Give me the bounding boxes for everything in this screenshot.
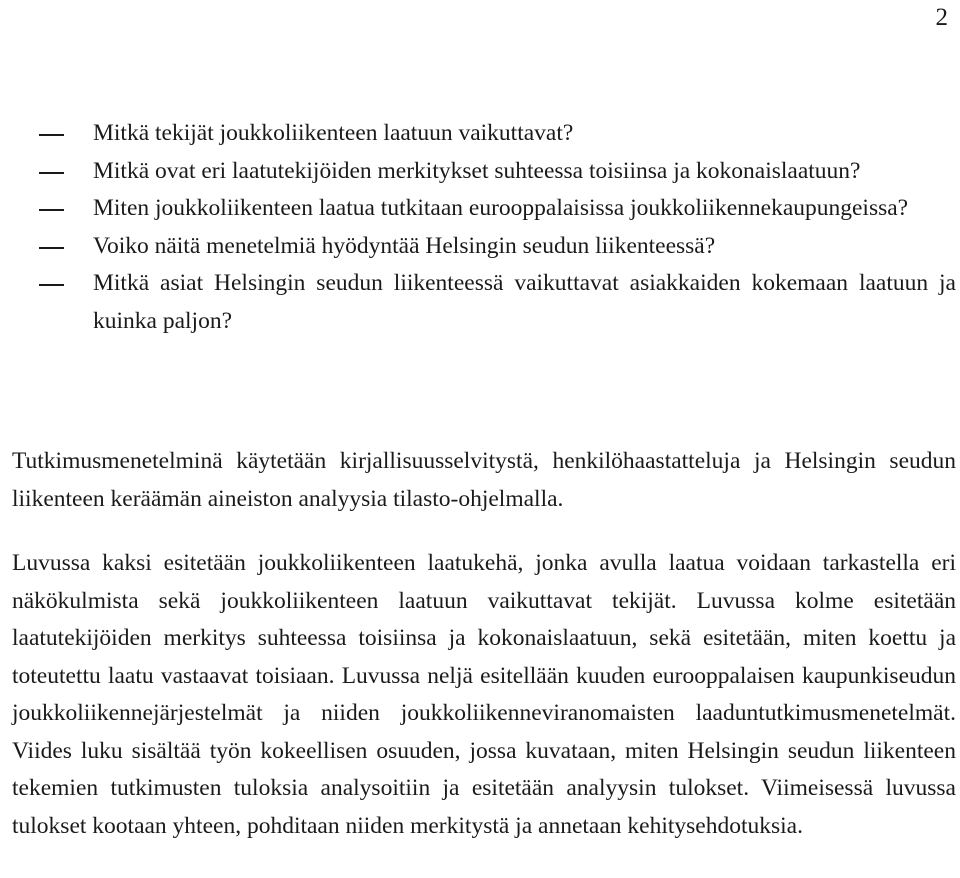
research-question-text: Mitkä ovat eri laatutekijöiden merkitykset suhteessa toisiinsa ja kokonaislaatuun?: [93, 157, 861, 184]
methods-paragraph: Tutkimusmenetelminä käytetään kirjallisuusselvitystä, henkilöhaastatteluja ja Helsingin seudun liikenteen keräämän aineiston analyysia tilasto-ohjelmalla.: [12, 448, 956, 512]
research-question-item: [12, 228, 956, 266]
page-number: 2: [935, 4, 948, 31]
research-question-text: Voiko näitä menetelmiä hyödyntää Helsingin seudun liikenteessä?: [93, 232, 716, 259]
dash-bullet-icon: [39, 209, 64, 211]
research-question-item: [12, 115, 956, 153]
research-question-item: [12, 153, 956, 191]
research-question-text: Mitkä asiat Helsingin seudun liikenteessä vaikuttavat asiakkaiden kokemaan laatuun ja kuinka paljon?: [93, 270, 956, 334]
research-question-text: Miten joukkoliikenteen laatua tutkitaan eurooppalaisissa joukkoliikennekaupungeissa?: [93, 195, 909, 221]
dash-bullet-icon: [39, 284, 64, 286]
chapter-overview-paragraph: Luvussa kaksi esitetään joukkoliikenteen laatukehä, jonka avulla laatua voidaan tarkastella eri näkökulmista sekä joukkoliikenteen laatuun vaikuttavat tekijät. Luvussa kolme esitetään laatutekijöiden merkitys suhteessa toisiinsa ja kokonaislaatuun, sekä esitetään, miten koettu ja toteutettu laatu vastaavat toisiaan. Luvussa neljä esitellään kuuden eurooppalaisen kaupunkiseudun joukkoliikennejärjestelmät ja niiden joukkoliikenneviranomaisten laaduntutkimusmenetelmät. Viides luku sisältää työn kokeellisen osuuden, jossa kuvataan, miten Helsingin seudun liikenteen tekemien tutkimusten tuloksia analysoitiin ja esitetään analyysin tulokset. Viimeisessä luvussa tulokset kootaan yhteen, pohditaan niiden merkitystä ja annetaan kehitysehdotuksia.: [12, 550, 956, 839]
dash-bullet-icon: [39, 247, 64, 249]
research-questions-list: [12, 115, 956, 340]
research-question-item: [12, 265, 956, 340]
research-question-text: Mitkä tekijät joukkoliikenteen laatuun vaikuttavat?: [93, 120, 574, 146]
research-question-item: [12, 190, 956, 228]
dash-bullet-icon: [39, 172, 64, 174]
dash-bullet-icon: [39, 134, 64, 136]
